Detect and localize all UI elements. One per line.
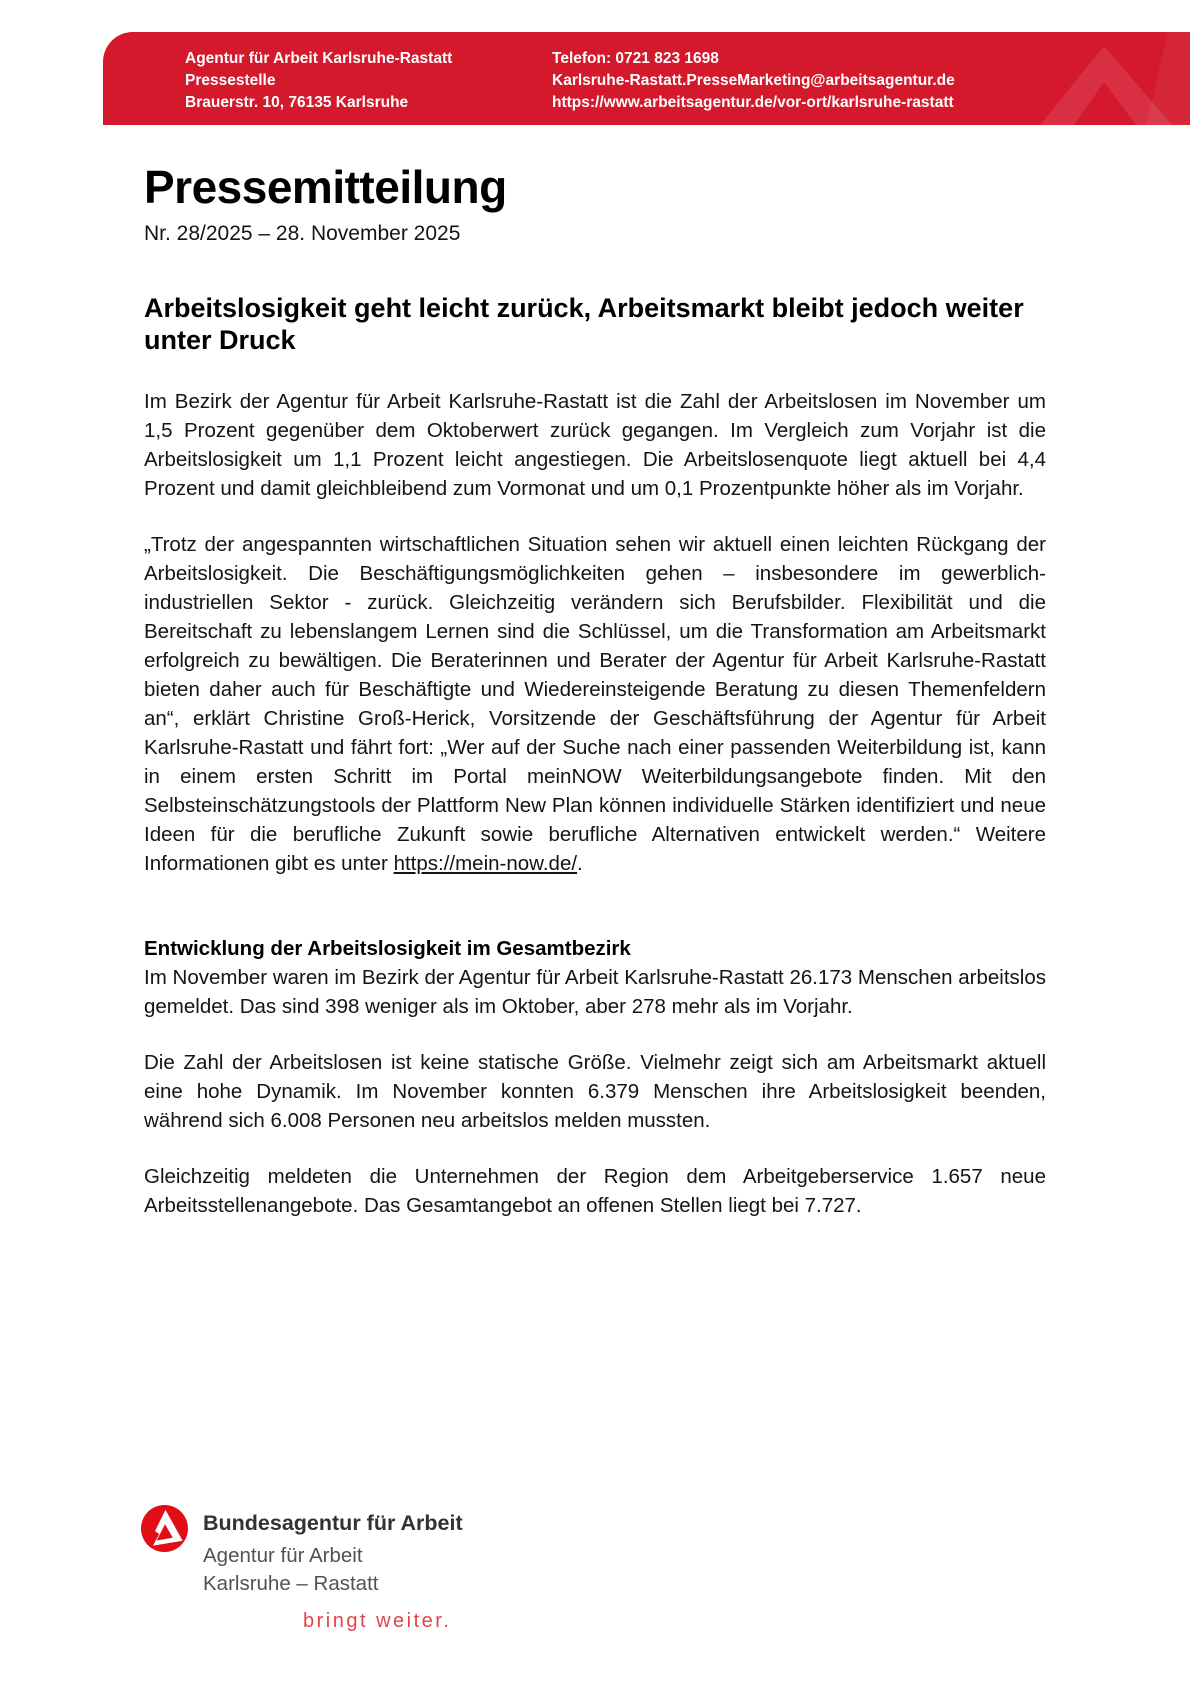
sentence-end: . bbox=[577, 852, 583, 876]
mein-now-link[interactable]: https://mein-now.de/ bbox=[393, 852, 578, 876]
press-email: Karlsruhe-Rastatt.PresseMarketing@arbeitsagentur.de bbox=[552, 72, 955, 89]
footer-brand-name: Bundesagentur für Arbeit bbox=[203, 1511, 463, 1535]
footer-text-block bbox=[203, 1502, 463, 1598]
body-paragraph-4: Die Zahl der Arbeitslosen ist keine statische Größe. Vielmehr zeigt sich am Arbeitsmarkt aktuell eine hohe Dynamik. Im November konnten 6.379 Menschen ihre Arbeitslosigkeit beenden, während sich 6.008 Personen neu arbeitslos melden mussten. bbox=[144, 1051, 1046, 1133]
quote-text: „Trotz der angespannten wirtschaftlichen Situation sehen wir aktuell einen leichten Rückgang der Arbeitslosigkeit. Die Beschäftigungsmöglichkeiten gehen – insbesondere im gewerblich-industriellen Sektor - zurück. Gleichzeitig verändern sich Berufsbilder. Flexibilität und die Bereitschaft zu lebenslangem Lernen sind die Schlüssel, um die Transformation am Arbeitsmarkt erfolgreich zu bewältigen. Die Beraterinnen und Berater der Agentur für Arbeit Karlsruhe-Rastatt bieten daher auch für Beschäftigte und Wiedereinsteigende Beratung zu diesen Themenfeldern an“, erklärt Christine Groß-Herick, Vorsitzende der Geschäftsführung der Agentur für Arbeit Karlsruhe-Rastatt und fährt fort: „Wer auf der Suche nach einer passenden Weiterbildung ist, kann in einem ersten Schritt im Portal meinNOW Weiterbildungsangebote finden. Mit den Selbsteinschätzungstools der Plattform New Plan können individuelle Stärken identifiziert und neue Ideen für die berufliche Zukunft sowie berufliche Alternativen entwickelt werden.“ Weitere Informationen gibt es unter bbox=[144, 533, 1046, 876]
ba-logo-icon bbox=[141, 1505, 188, 1552]
agency-department: Pressestelle bbox=[185, 72, 276, 89]
agency-url: https://www.arbeitsagentur.de/vor-ort/karlsruhe-rastatt bbox=[552, 94, 954, 111]
article-headline: Arbeitslosigkeit geht leicht zurück, Arbeitsmarkt bleibt jedoch weiter unter Druck bbox=[144, 292, 1024, 355]
release-number-date: Nr. 28/2025 – 28. November 2025 bbox=[144, 221, 461, 245]
agency-address: Brauerstr. 10, 76135 Karlsruhe bbox=[185, 94, 409, 111]
phone-number: Telefon: 0721 823 1698 bbox=[552, 50, 719, 67]
footer bbox=[141, 1502, 463, 1633]
banner-contact-block bbox=[552, 48, 955, 114]
header-banner bbox=[103, 32, 1190, 125]
document-title: Pressemitteilung bbox=[144, 161, 507, 213]
body-paragraph-2 bbox=[144, 530, 1046, 878]
brand-slogan: bringt weiter. bbox=[303, 1610, 452, 1632]
footer-agency-line-1: Agentur für Arbeit bbox=[203, 1544, 363, 1567]
banner-agency-block bbox=[185, 48, 552, 114]
banner-content bbox=[103, 32, 1190, 114]
body-paragraph-1: Im Bezirk der Agentur für Arbeit Karlsruhe-Rastatt ist die Zahl der Arbeitslosen im November um 1,5 Prozent gegenüber dem Oktoberwert zurück gegangen. Im Vergleich zum Vorjahr ist die Arbeitslosigkeit um 1,1 Prozent leicht angestiegen. Die Arbeitslosenquote liegt aktuell bei 4,4 Prozent und damit gleichbleibend zum Vormonat und um 0,1 Prozentpunkte höher als im Vorjahr. bbox=[144, 390, 1046, 501]
body-paragraph-5: Gleichzeitig meldeten die Unternehmen der Region dem Arbeitgeberservice 1.657 neue Arbeitsstellenangebote. Das Gesamtangebot an offenen Stellen liegt bei 7.727. bbox=[144, 1165, 1046, 1218]
document-body bbox=[144, 163, 1046, 1220]
body-paragraph-3: Im November waren im Bezirk der Agentur für Arbeit Karlsruhe-Rastatt 26.173 Menschen arbeitslos gemeldet. Das sind 398 weniger als im Oktober, aber 278 mehr als im Vorjahr. bbox=[144, 966, 1046, 1019]
footer-logo-block bbox=[141, 1502, 463, 1598]
agency-name: Agentur für Arbeit Karlsruhe-Rastatt bbox=[185, 50, 453, 67]
footer-agency-line-2: Karlsruhe – Rastatt bbox=[203, 1572, 379, 1595]
section-heading: Entwicklung der Arbeitslosigkeit im Gesamtbezirk bbox=[144, 937, 631, 961]
